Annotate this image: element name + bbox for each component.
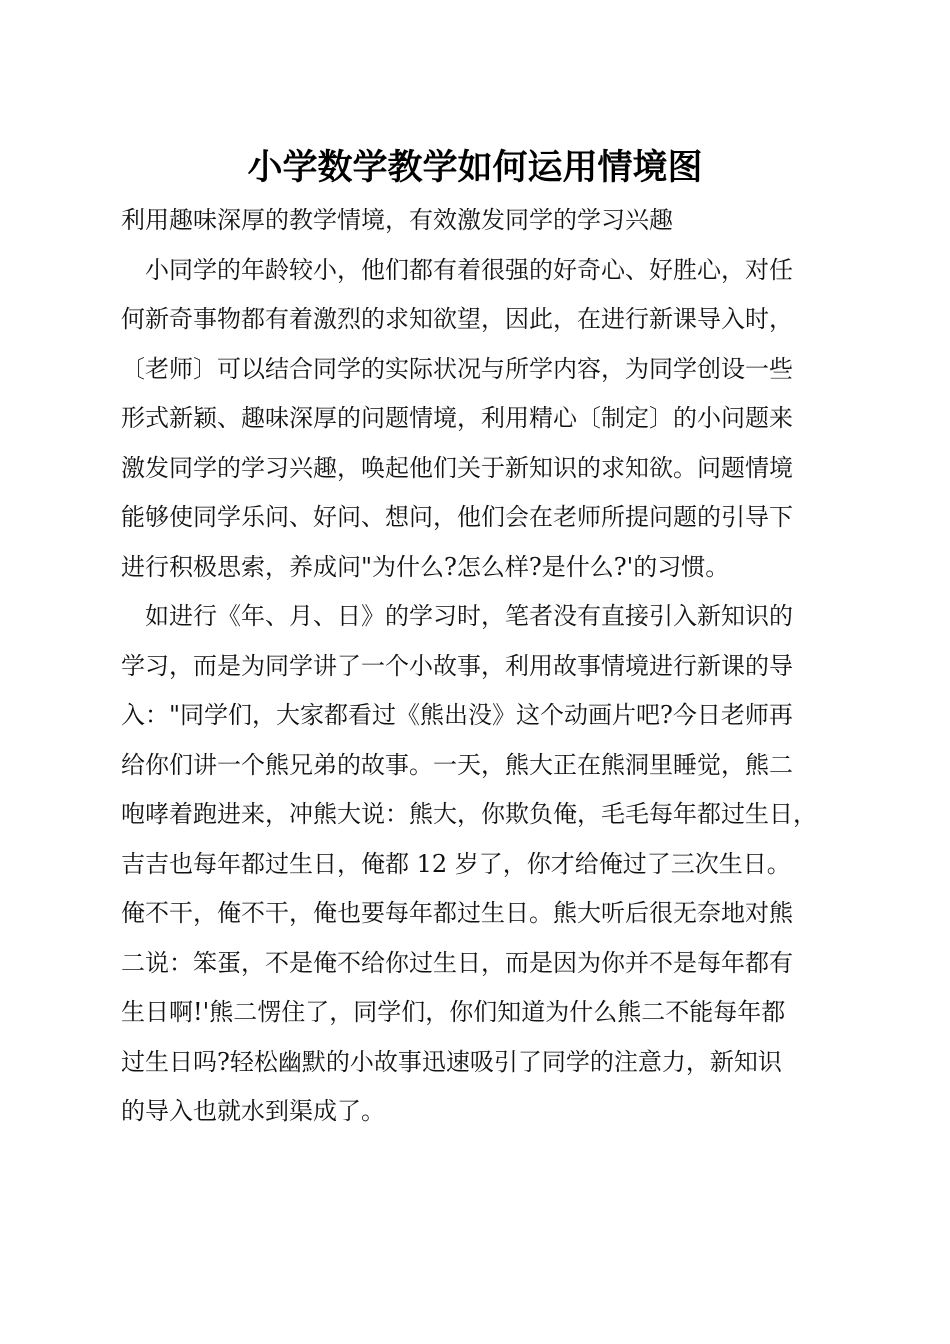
paragraph-line: 入："同学们，大家都看过《熊出没》这个动画片吧?今日老师再 xyxy=(121,701,793,729)
section-subheading: 利用趣味深厚的教学情境，有效激发同学的学习兴趣 xyxy=(121,206,673,234)
document-title: 小学数学教学如何运用情境图 xyxy=(247,148,703,188)
paragraph-line: 能够使同学乐问、好问、想问，他们会在老师所提问题的引导下 xyxy=(121,503,793,531)
paragraph-line: 咆哮着跑进来，冲熊大说：熊大，你欺负俺，毛毛每年都过生日， xyxy=(121,800,817,828)
paragraph-line: 过生日吗?轻松幽默的小故事迅速吸引了同学的注意力，新知识 xyxy=(121,1047,782,1076)
paragraph-line: 激发同学的学习兴趣，唤起他们关于新知识的求知欲。问题情境 xyxy=(121,453,793,482)
paragraph-line: 形式新颖、趣味深厚的问题情境，利用精心〔制定〕的小问题来 xyxy=(121,404,793,432)
paragraph-line: 生日啊!'熊二愣住了，同学们，你们知道为什么熊二不能每年都 xyxy=(121,998,786,1026)
document-body xyxy=(121,196,841,1137)
paragraph-line: 如进行《年、月、日》的学习时，笔者没有直接引入新知识的 xyxy=(121,602,793,630)
paragraph-line: 〔老师〕可以结合同学的实际状况与所学内容，为同学创设一些 xyxy=(121,354,793,383)
paragraph-line: 的导入也就水到渠成了。 xyxy=(121,1097,385,1125)
paragraph-line: 小同学的年龄较小，他们都有着很强的好奇心、好胜心，对任 xyxy=(121,255,793,284)
paragraph-2 xyxy=(121,592,841,1137)
paragraph-line: 二说：笨蛋，不是俺不给你过生日，而是因为你并不是每年都有 xyxy=(121,948,793,977)
paragraph-1 xyxy=(121,246,841,593)
paragraph-line: 进行积极思索，养成问"为什么?怎么样?是什么?'的习惯。 xyxy=(121,552,730,581)
paragraph-line: 学习，而是为同学讲了一个小故事，利用故事情境进行新课的导 xyxy=(121,651,793,680)
paragraph-line: 给你们讲一个熊兄弟的故事。一天，熊大正在熊洞里睡觉，熊二 xyxy=(121,750,793,779)
paragraph-line: 俺不干，俺不干，俺也要每年都过生日。熊大听后很无奈地对熊 xyxy=(121,899,793,927)
paragraph-line: 何新奇事物都有着激烈的求知欲望，因此，在进行新课导入时， xyxy=(121,305,793,333)
paragraph-line: 吉吉也每年都过生日，俺都 12 岁了，你才给俺过了三次生日。 xyxy=(121,849,791,878)
